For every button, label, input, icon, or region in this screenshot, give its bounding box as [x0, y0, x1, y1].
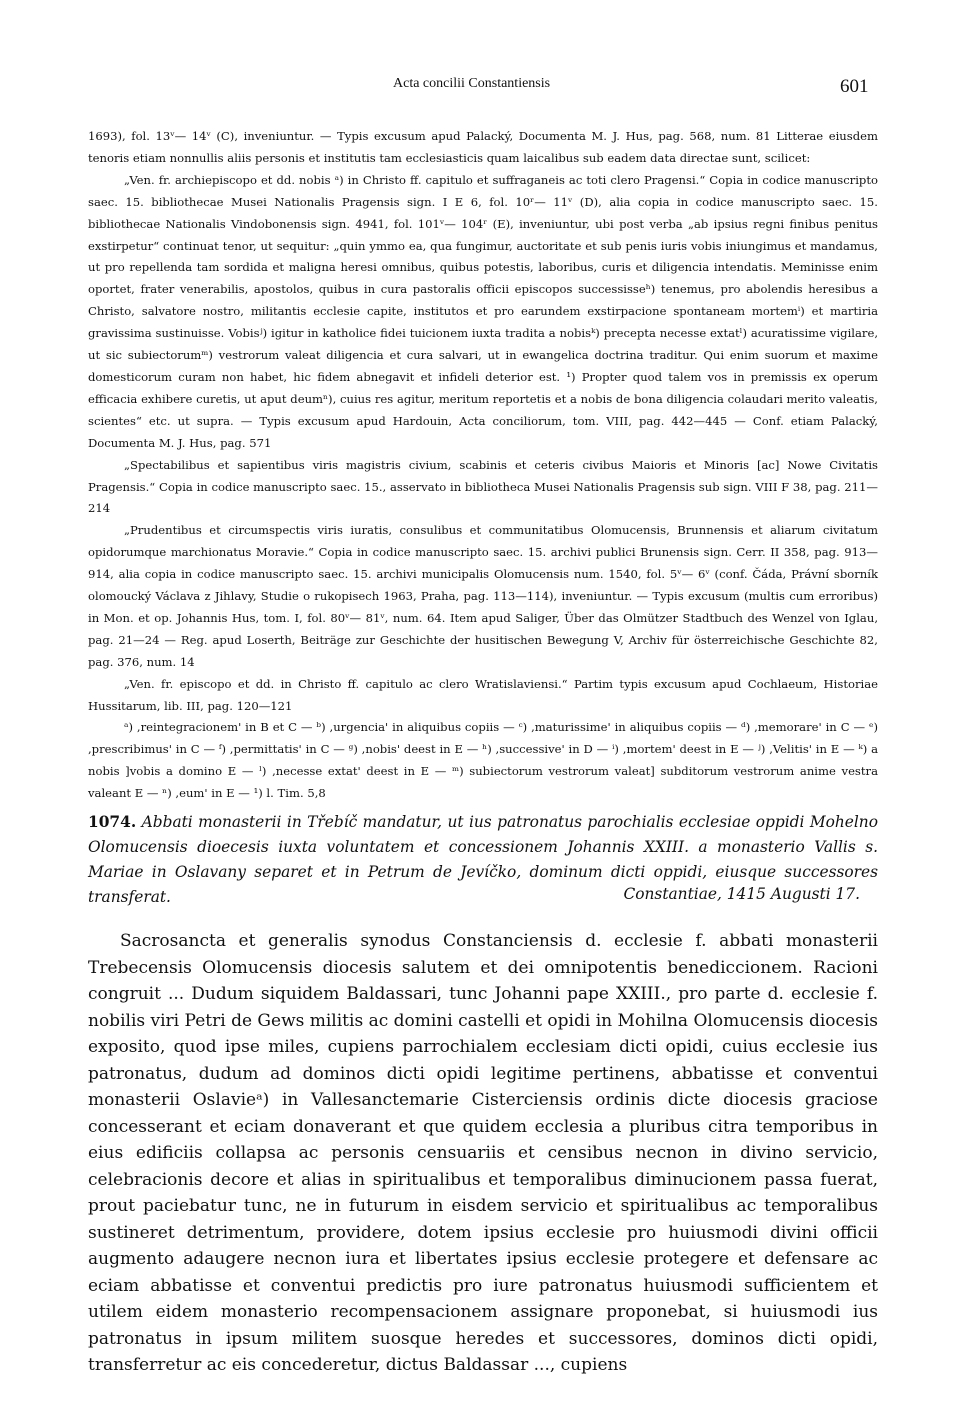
note-paragraph: „Spectabilibus et sapientibus viris magistris civium, scabinis et ceteris civibus Maioris et Minoris [ac] Nowe Civitatis Pragensis.“ Copia in codice manuscripto saec. 15., asservato in bibliotheca Musei Nationalis Pragensis sub sign. VIII F 38, pag. 211—214: [88, 457, 878, 516]
body-paragraph: Sacrosancta et generalis synodus Constanciensis d. ecclesie f. abbati monasterii Trebecensis Olomucensis diocesis salutem et dei omnipotentis benediccionem. Racioni congruit ... Dudum siquidem Baldassari, tunc Johanni pape XXIII., pro parte d. ecclesie f. nobilis viri Petri de Gews militis ac domini castelli et opidi in Mohilna Olomucensis diocesis exposito, quod ipse miles, cupiens parrochialem ecclesiam dicti opidi, cuius ecclesie ius patronatus, dudum ad dominos dicti opidi legitime pertinens, abbatisse et conventui monasterii Oslavieᵃ) in Vallesanctemarie Cisterciensis ordinis dicte diocesis graciose concesserant et eciam donaverant et que quidem ecclesia a pluribus citra temporibus in eius edificiis collapsa ac personis censuariis et censibus necnon in divino servicio, celebracionis decore et alias in spiritualibus et temporalibus diminucionem passa fuerat, prout paciebatur tunc, ne in futurum in eisdem servicio et spiritualibus ac temporalibus sustineret detrimentum, providere, dotem ipsius ecclesie pro huiusmodi divini officii augmento adaugere necnon iura et libertates ipsius ecclesie protegere et defensare ac eciam abbatisse et conventui predictis pro iure patronatus huiusmodi sufficientem et utilem eidem monasterio recompensacionem assignare proponebat, si huiusmodi ius patronatus in ipsum militem suosque heredes et successores, dominos dicti opidi, transferretur ac eis concederetur, dictus Baldassar ..., cupiens: [88, 931, 878, 1375]
running-title: Acta concilii Constantiensis: [393, 76, 551, 91]
entry-number: 1074.: [88, 813, 137, 831]
note-paragraph: „Ven. fr. episcopo et dd. in Christo ff. capitulo ac clero Wratislaviensi.“ Partim typis excusum apud Cochlaeum, Historiae Hussitarum, lib. III, pag. 120—121: [88, 676, 878, 713]
document-body: [88, 928, 878, 1379]
note-paragraph: „Ven. fr. archiepiscopo et dd. nobis ᵃ) in Christo ff. capitulo et suffraganeis ac toti clero Pragensi.“ Copia in codice manuscripto saec. 15. bibliothecae Musei Nationalis Pragensis sign. I E 6, fol. 10ʳ— 11ᵛ (D), alia copia in codice manuscripto saec. 15. bibliothecae Nationalis Vindobonensis sign. 4941, fol. 101ᵛ— 104ʳ (E), inveniuntur, ubi post verba „ab ipsius regni finibus penitus exstirpetur“ continuat tenor, ut sequitur: „quin ymmo ea, qua fungimur, auctoritate et sub penis iuris vobis iniungimus et mandamus, ut pro repellenda tam sordida et maligna heresi omnibus, quibus potestis, laboribus, curis et diligencia intendatis. Meminisse enim oportet, frater venerabilis, apostolos, quibus in cura pastoralis officii episcopos successisseʰ) tenemus, pro abolendis heresibus a Christo, salvatore nostro, militantis ecclesie capite, institutos et pro earundem exstirpacione spontaneam mortemⁱ) et martiria gravissima sustinuisse. Vobisʲ) igitur in katholice fidei tuicionem iuxta tradita a nobisᵏ) precepta necesse extatˡ) acuratissime vigilare, ut sic subiectorumᵐ) vestrorum valeat diligencia et cura salvari, ut in ewangelica doctrina traditur. Qui enim suorum et maxime domesticorum curam non habet, hic fidem abnegavit et infideli deterior est. ¹) Propter quod talem vos in premissis ex operum efficacia exhibere curetis, ut aput deumⁿ), cuius res agitur, meritum reportetis et a nobis de bona diligencia colaudari merito valeatis, scientes“ etc. ut supra. — Typis excusum apud Hardouin, Acta conciliorum, tom. VIII, pag. 442—445 — Conf. etiam Palacký, Documenta M. J. Hus, pag. 571: [88, 172, 878, 450]
note-paragraph: „Prudentibus et circumspectis viris iuratis, consulibus et communitatibus Olomucensis, Brunnensis et aliarum civitatum opidorumque marchionatus Moravie.“ Copia in codice manuscripto saec. 15. archivi publici Brunensis sign. Cerr. II 358, pag. 913—914, alia copia in codice manuscripto saec. 15. archivi municipalis Olomucensis num. 1540, fol. 5ᵛ— 6ᵛ (conf. Čáda, Právní sborník olomoucký Václava z Jihlavy, Studie o rukopisech 1963, Praha, pag. 113—114), inveniuntur. — Typis excusum (multis cum erroribus) in Mon. et op. Johannis Hus, tom. I, fol. 80ᵛ— 81ᵛ, num. 64. Item apud Saliger, Über das Olmützer Stadtbuch des Wenzel von Iglau, pag. 21—24 — Reg. apud Loserth, Beiträge zur Geschichte der husitischen Bewegung V, Archiv für österreichische Geschichte 82, pag. 376, num. 14: [88, 523, 878, 669]
page-number: 601: [840, 76, 869, 97]
entry-date: Constantiae, 1415 Augusti 17.: [623, 885, 860, 903]
entry-regest: Abbati monasterii in Třebíč mandatur, ut ius patronatus parochialis ecclesiae oppidi Mohelno Olomucensis dioecesis iuxta voluntatem et concessionem Johannis XXIII. a monasterio Vallis s. Mariae in Oslavany separet et in Petrum de Jevíčko, dominum dicti oppidi, eiusque successores transferat.: [88, 813, 878, 906]
footnotes: ᵃ) ,reintegracionem' in B et C — ᵇ) ,urgencia' in aliquibus copiis — ᶜ) ,maturissime' in aliquibus copiis — ᵈ) ,memorare' in C — ᵉ) ,prescribimus' in C — ᶠ) ,permittatis' in C — ᵍ) ,nobis' deest in E — ʰ) ,successive' in D — ⁱ) ,mortem' deest in E — ʲ) ,Velitis' in E — ᵏ) a nobis ]vobis a domino E — ˡ) ,necesse extat' deest in E — ᵐ) subiectorum vestrorum valeat] subditorum vestrorum anime vestra valeant E — ⁿ) ,eum' in E — ¹) l. Tim. 5,8: [88, 720, 878, 801]
apparatus-notes: [88, 126, 878, 805]
note-paragraph: 1693), fol. 13ᵛ— 14ᵛ (C), inveniuntur. — Typis excusum apud Palacký, Documenta M. J. Hus, pag. 568, num. 81 Litterae eiusdem tenoris etiam nonnullis aliis personis et institutis tam ecclesiasticis quam laicalibus sub eadem data directae sunt, scilicet:: [88, 129, 878, 165]
